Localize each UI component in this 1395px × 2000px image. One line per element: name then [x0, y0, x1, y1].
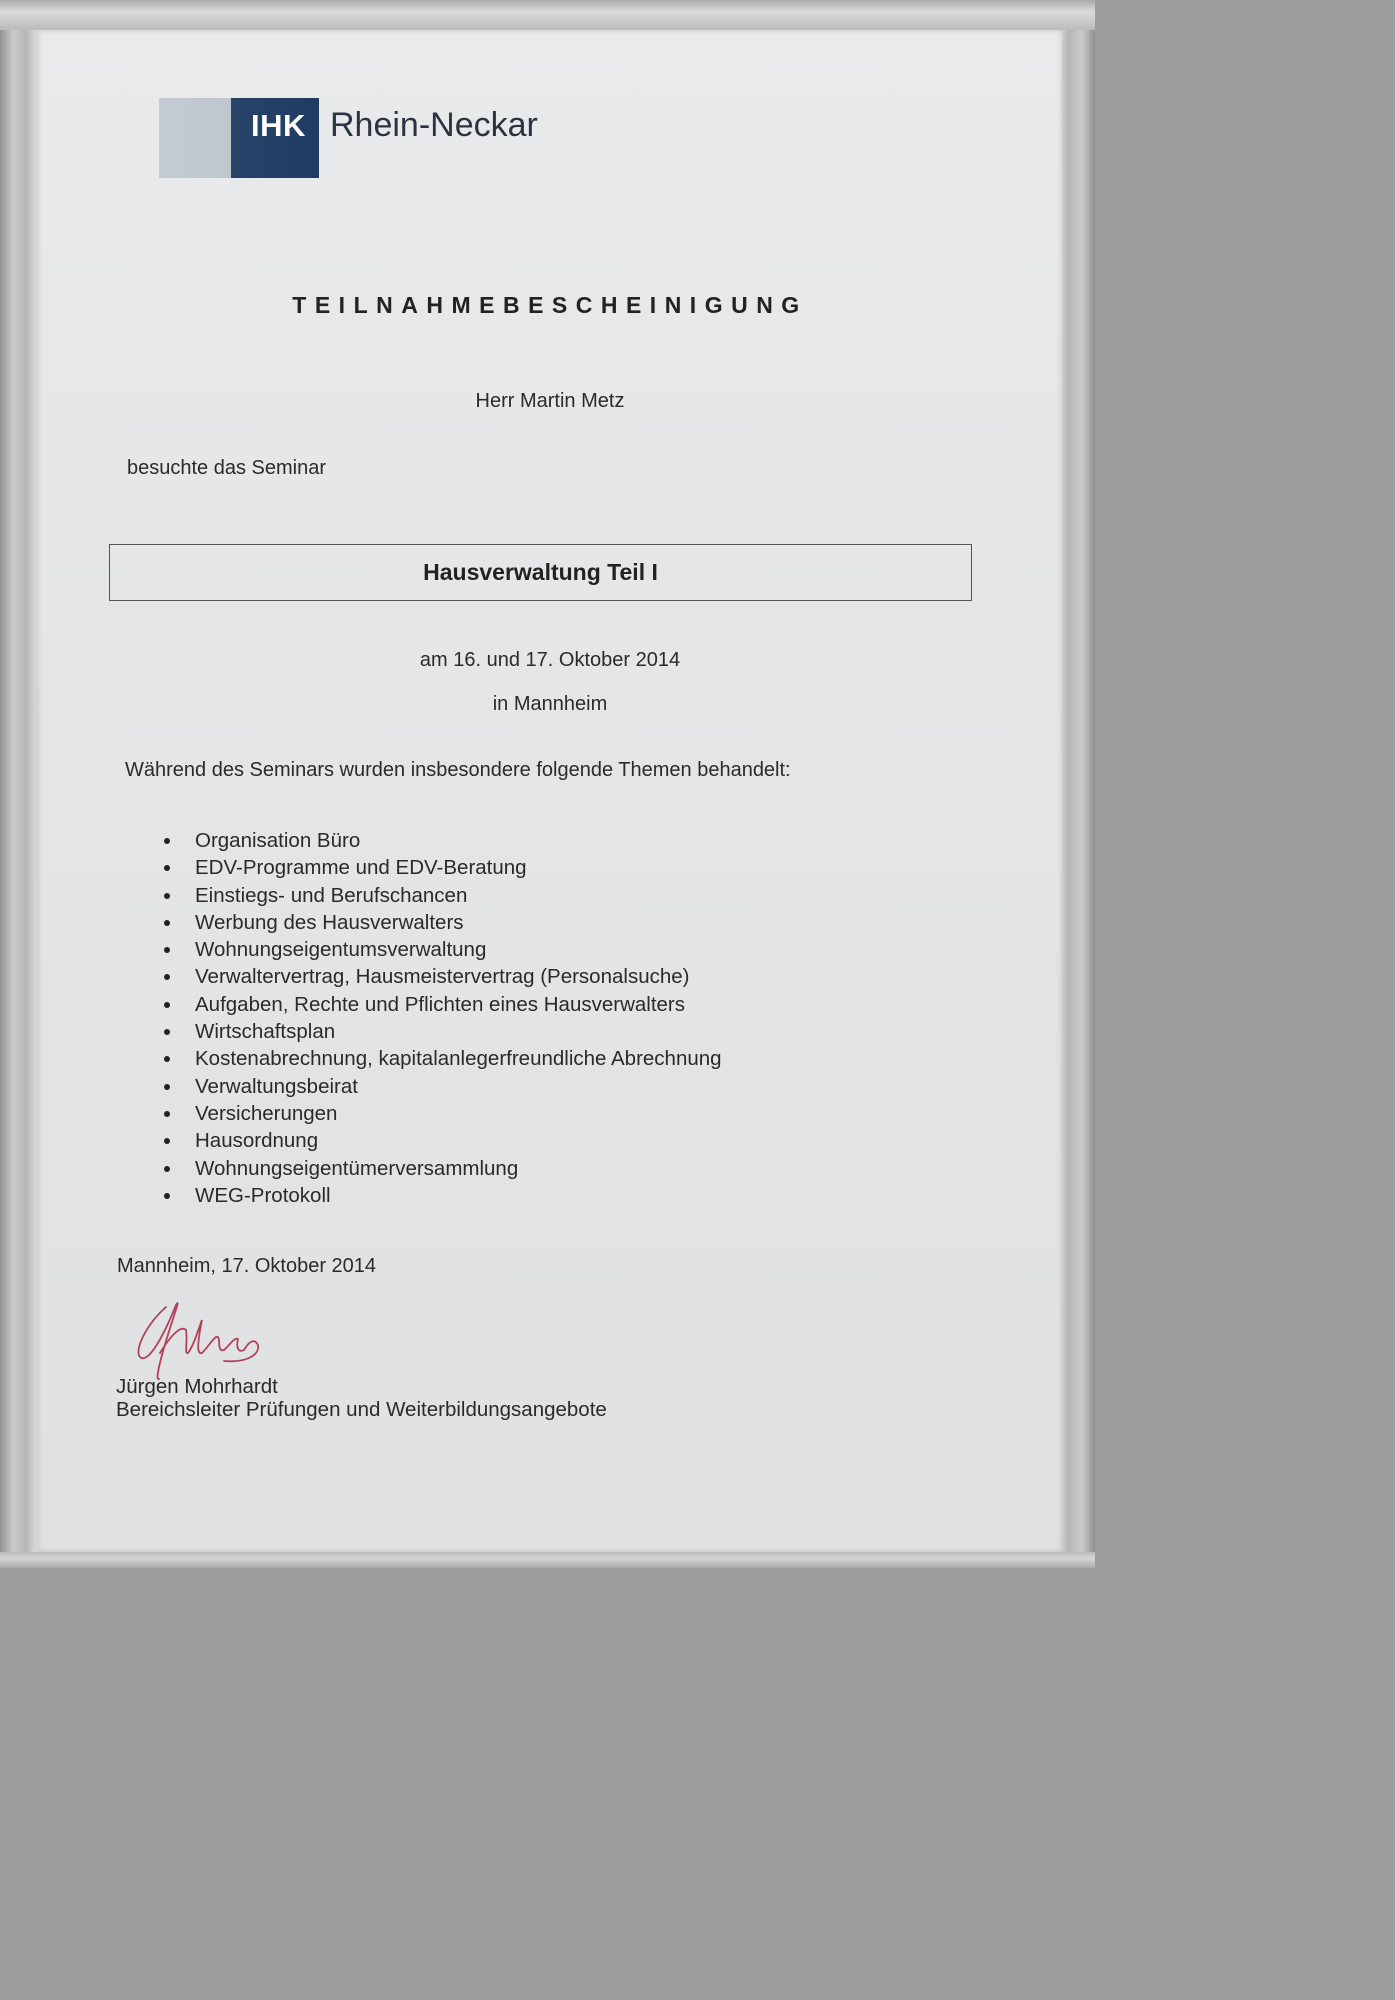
bullet-icon	[164, 1193, 170, 1199]
topic-item	[164, 882, 722, 909]
topic-label: Kostenabrechnung, kapitalanlegerfreundliche Abrechnung	[195, 1047, 722, 1071]
seminar-title: Hausverwaltung Teil I	[423, 559, 658, 585]
logo-abbreviation: IHK	[251, 108, 306, 143]
seminar-location: in Mannheim	[492, 693, 608, 715]
seminar-intro: besuchte das Seminar	[127, 457, 327, 479]
topic-label: Verwaltervertrag, Hausmeistervertrag (Personalsuche)	[195, 965, 690, 989]
bullet-icon	[164, 1111, 170, 1117]
signature-icon	[126, 1295, 276, 1385]
participant-name: Herr Martin Metz	[475, 390, 625, 412]
topic-item	[164, 1100, 722, 1127]
topic-item	[164, 1073, 722, 1100]
topic-label: Versicherungen	[195, 1101, 338, 1125]
certificate-paper	[38, 30, 1062, 1552]
seminar-dates: am 16. und 17. Oktober 2014	[419, 649, 681, 671]
topics-list	[164, 827, 722, 1209]
topic-label: Wohnungseigentümerversammlung	[195, 1156, 519, 1180]
topic-item	[164, 1182, 722, 1209]
bullet-icon	[164, 947, 170, 953]
seminar-title-box	[109, 544, 972, 601]
ihk-logo	[159, 98, 559, 178]
topic-item	[164, 936, 722, 963]
bullet-icon	[164, 1029, 170, 1035]
frame-bottom-edge	[0, 1552, 1095, 1568]
topic-label: Aufgaben, Rechte und Pflichten eines Hausverwalters	[195, 992, 686, 1016]
place-and-date: Mannheim, 17. Oktober 2014	[117, 1255, 377, 1277]
bullet-icon	[164, 893, 170, 899]
topic-item	[164, 909, 722, 936]
signatory-title: Bereichsleiter Prüfungen und Weiterbildungsangebote	[116, 1398, 607, 1421]
topic-item	[164, 854, 722, 881]
signatory-name: Jürgen Mohrhardt	[116, 1375, 278, 1398]
frame-top-edge	[0, 0, 1095, 30]
topic-label: Wirtschaftsplan	[195, 1020, 336, 1044]
topic-item	[164, 1045, 722, 1072]
topic-item	[164, 1127, 722, 1154]
bullet-icon	[164, 974, 170, 980]
topic-label: Organisation Büro	[195, 829, 361, 852]
bullet-icon	[164, 920, 170, 926]
bullet-icon	[164, 1002, 170, 1008]
topic-item	[164, 963, 722, 990]
topic-label: Werbung des Hausverwalters	[195, 910, 464, 934]
bullet-icon	[164, 865, 170, 871]
topic-item	[164, 1018, 722, 1045]
topic-item	[164, 991, 722, 1018]
topic-item	[164, 1155, 722, 1182]
topics-intro: Während des Seminars wurden insbesondere folgende Themen behandelt:	[125, 759, 791, 781]
logo-region-name: Rhein-Neckar	[330, 106, 538, 144]
bullet-icon	[164, 1138, 170, 1144]
bullet-icon	[164, 1166, 170, 1172]
certificate-title: TEILNAHMEBESCHEINIGUNG	[292, 292, 808, 318]
topic-label: Wohnungseigentumsverwaltung	[195, 938, 487, 962]
signature-stroke	[138, 1303, 258, 1379]
topic-label: Verwaltungsbeirat	[195, 1074, 358, 1098]
topic-label: EDV-Programme und EDV-Beratung	[195, 856, 527, 880]
bullet-icon	[164, 1084, 170, 1090]
topic-label: Einstiegs- und Berufschancen	[195, 883, 468, 907]
topic-label: WEG-Protokoll	[195, 1183, 331, 1207]
bullet-icon	[164, 1056, 170, 1062]
topic-item	[164, 827, 722, 854]
topic-label: Hausordnung	[195, 1129, 319, 1153]
bullet-icon	[164, 838, 170, 844]
